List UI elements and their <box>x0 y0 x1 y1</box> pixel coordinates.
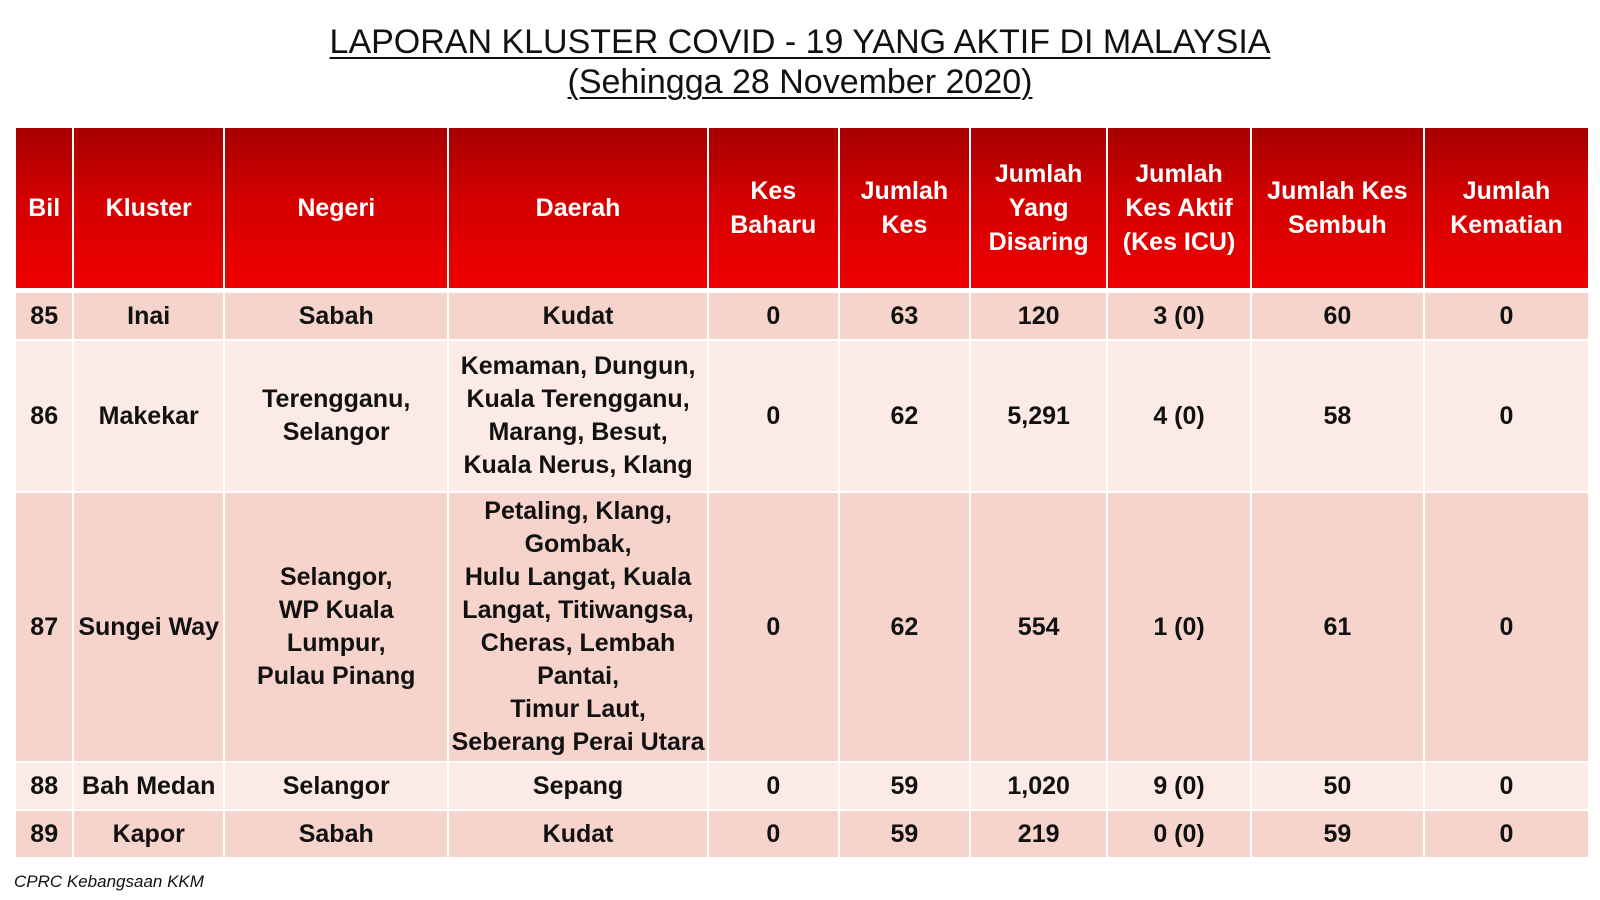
header-jumlah-kes-sembuh: Jumlah Kes Sembuh <box>1251 127 1424 291</box>
cell-jumlah-kes-sembuh: 60 <box>1251 291 1424 341</box>
cell-jumlah-kematian: 0 <box>1424 291 1589 341</box>
cell-kes-baharu: 0 <box>708 810 839 858</box>
cell-jumlah-kes: 59 <box>839 762 970 810</box>
cell-jumlah-disaring: 554 <box>970 492 1107 762</box>
cell-jumlah-kes: 63 <box>839 291 970 341</box>
table-row <box>15 291 1589 341</box>
cell-jumlah-disaring: 5,291 <box>970 340 1107 492</box>
report-date: (Sehingga 28 November 2020) <box>567 63 1033 101</box>
cell-jumlah-kematian: 0 <box>1424 340 1589 492</box>
cell-kes-baharu: 0 <box>708 340 839 492</box>
cell-jumlah-kematian: 0 <box>1424 492 1589 762</box>
source-note: CPRC Kebangsaan KKM <box>14 872 204 891</box>
header-row <box>15 127 1589 291</box>
report-title: LAPORAN KLUSTER COVID - 19 YANG AKTIF DI MALAYSIA <box>329 23 1271 61</box>
cell-negeri: Sabah <box>224 291 448 341</box>
cell-daerah: Petaling, Klang, Gombak, Hulu Langat, Kuala Langat, Titiwangsa, Cheras, Lembah Pantai, Timur Laut, Seberang Perai Utara <box>448 492 707 762</box>
table-row <box>15 492 1589 762</box>
table-row <box>15 340 1589 492</box>
cell-jumlah-disaring: 120 <box>970 291 1107 341</box>
header-daerah: Daerah <box>448 127 707 291</box>
cell-jumlah-kes-sembuh: 58 <box>1251 340 1424 492</box>
cell-jumlah-kes-sembuh: 50 <box>1251 762 1424 810</box>
cell-kluster: Kapor <box>73 810 224 858</box>
cell-bil: 88 <box>15 762 73 810</box>
cell-bil: 86 <box>15 340 73 492</box>
header-negeri: Negeri <box>224 127 448 291</box>
cell-negeri: Terengganu, Selangor <box>224 340 448 492</box>
cell-jumlah-kes: 59 <box>839 810 970 858</box>
table-body <box>15 291 1589 859</box>
cell-jumlah-disaring: 219 <box>970 810 1107 858</box>
cell-jumlah-kematian: 0 <box>1424 762 1589 810</box>
header-kes-baharu: Kes Baharu <box>708 127 839 291</box>
cell-kes-baharu: 0 <box>708 492 839 762</box>
cell-kluster: Bah Medan <box>73 762 224 810</box>
cell-jumlah-kes-sembuh: 59 <box>1251 810 1424 858</box>
table-header <box>15 127 1589 291</box>
cell-jumlah-kes: 62 <box>839 492 970 762</box>
report-title-block <box>0 22 1600 102</box>
cell-bil: 89 <box>15 810 73 858</box>
cell-daerah: Kemaman, Dungun, Kuala Terengganu, Marang, Besut, Kuala Nerus, Klang <box>448 340 707 492</box>
cell-jumlah-kes-aktif: 1 (0) <box>1107 492 1250 762</box>
cell-kluster: Sungei Way <box>73 492 224 762</box>
cell-kluster: Makekar <box>73 340 224 492</box>
cell-daerah: Kudat <box>448 810 707 858</box>
header-bil: Bil <box>15 127 73 291</box>
cell-negeri: Selangor, WP Kuala Lumpur, Pulau Pinang <box>224 492 448 762</box>
header-jumlah-kes-aktif: Jumlah Kes Aktif (Kes ICU) <box>1107 127 1250 291</box>
cell-negeri: Selangor <box>224 762 448 810</box>
cell-daerah: Kudat <box>448 291 707 341</box>
cell-jumlah-kes-aktif: 0 (0) <box>1107 810 1250 858</box>
cell-jumlah-kes: 62 <box>839 340 970 492</box>
cell-kes-baharu: 0 <box>708 291 839 341</box>
cell-jumlah-kes-aktif: 4 (0) <box>1107 340 1250 492</box>
cell-kluster: Inai <box>73 291 224 341</box>
header-jumlah-kes: Jumlah Kes <box>839 127 970 291</box>
cell-bil: 85 <box>15 291 73 341</box>
cell-jumlah-kematian: 0 <box>1424 810 1589 858</box>
table-row <box>15 810 1589 858</box>
cluster-table <box>14 126 1590 859</box>
cell-daerah: Sepang <box>448 762 707 810</box>
header-jumlah-kematian: Jumlah Kematian <box>1424 127 1589 291</box>
cell-negeri: Sabah <box>224 810 448 858</box>
header-jumlah-disaring: Jumlah Yang Disaring <box>970 127 1107 291</box>
cell-bil: 87 <box>15 492 73 762</box>
cell-kes-baharu: 0 <box>708 762 839 810</box>
cell-jumlah-kes-aktif: 3 (0) <box>1107 291 1250 341</box>
header-kluster: Kluster <box>73 127 224 291</box>
table-row <box>15 762 1589 810</box>
cell-jumlah-kes-sembuh: 61 <box>1251 492 1424 762</box>
cell-jumlah-disaring: 1,020 <box>970 762 1107 810</box>
cell-jumlah-kes-aktif: 9 (0) <box>1107 762 1250 810</box>
